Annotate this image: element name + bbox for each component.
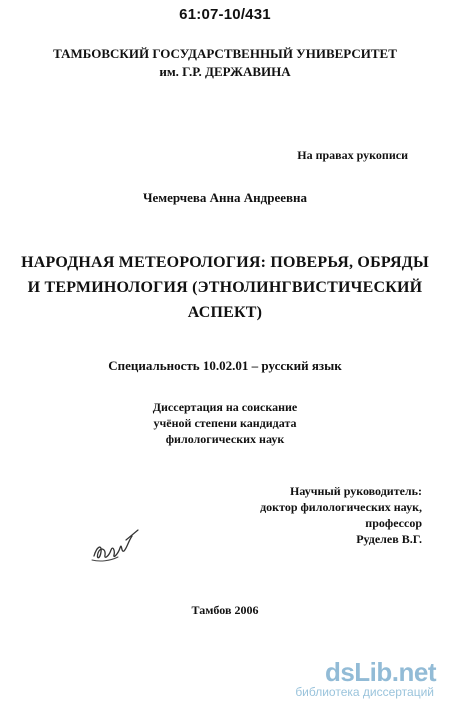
specialty-line: Специальность 10.02.01 – русский язык: [108, 358, 342, 373]
archive-code: 61:07-10/431: [179, 6, 271, 23]
supervisor-heading: Научный руководитель:: [290, 484, 422, 498]
manuscript-rights-note: На правах рукописи: [297, 148, 408, 162]
supervisor-name: Руделев В.Г.: [356, 532, 422, 546]
dslib-logo: dsLib.net: [324, 657, 436, 687]
university-name: ТАМБОВСКИЙ ГОСУДАРСТВЕННЫЙ УНИВЕРСИТЕТ: [53, 46, 397, 61]
degree-line-1: Диссертация на соискание: [152, 400, 298, 414]
handwritten-signature: [88, 526, 144, 566]
dslib-subtitle: библиотека диссертаций: [295, 685, 434, 699]
author-name: Чемерчева Анна Андреевна: [142, 190, 308, 205]
dslib-watermark: [260, 657, 440, 699]
degree-line-2: учёной степени кандидата: [153, 416, 297, 430]
degree-line-3: филологических наук: [165, 432, 285, 446]
supervisor-degree: доктор филологических наук,: [260, 500, 422, 514]
place-and-year: Тамбов 2006: [191, 603, 259, 617]
dissertation-title-line-3: АСПЕКТ): [187, 304, 263, 321]
dissertation-title-line-1: НАРОДНАЯ МЕТЕОРОЛОГИЯ: ПОВЕРЬЯ, ОБРЯДЫ: [21, 254, 429, 271]
supervisor-rank: профессор: [365, 516, 422, 530]
university-honorific: им. Г.Р. ДЕРЖАВИНА: [159, 64, 291, 79]
dissertation-title-line-2: И ТЕРМИНОЛОГИЯ (ЭТНОЛИНГВИСТИЧЕСКИЙ: [27, 279, 423, 296]
